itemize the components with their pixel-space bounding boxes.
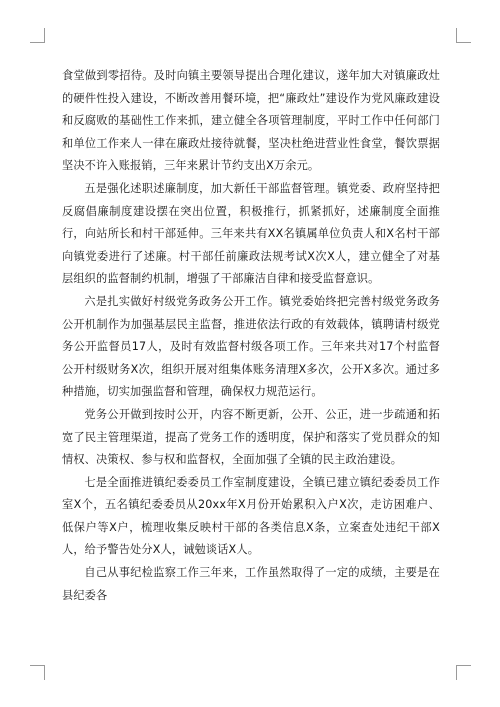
paragraph-self-summary: 自己从事纪检监察工作三年来，工作虽然取得了一定的成绩，主要是在县纪委各 [62,566,440,602]
paragraph-canteen: 食堂做到零招待。及时向镇主要领导提出合理化建议，遂年加大对镇廉政灶的硬件性投入建设，不断改善用餐环境，把“廉政灶”建设作为党风廉政建设和反腐败的基础性工作来抓，建立健全各项管理制度，平时工作中任何部门和单位工作来人一律在廉政灶接待就餐，坚决杜绝进营业性食堂，餐饮票据坚决不许入账报销，三年来累计节约支出X万余元。 [62,69,440,173]
paragraph-party-affairs-disclosure: 党务公开做到按时公开，内容不断更新，公开、公正，进一步疏通和拓宽了民主管理渠道，提高了党务工作的透明度，保护和落实了党员群众的知情权、决策权、参与权和监督权，全面加强了全镇的民主政治建设。 [62,407,440,467]
crop-mark-top-left [30,28,45,43]
paragraph-village-affairs: 六是扎实做好村级党务政务公开工作。镇党委始终把完善村级党务政务公开机制作为加强基层民主监督，推进依法行政的有效载体，镇聘请村级党务公开监督员17人，及时有效监督村级各项工作。三年来共对17个村监督公开村级财务X次，组织开展对组集体账务清理X多次，公开X多次。通过多种措施，切实加强监督和管理，确保权力规范运行。 [62,294,440,399]
paragraph-report-system: 五是强化述职述廉制度，加大新任干部监督管理。镇党委、政府坚持把反腐倡廉制度建设摆在突出位置，积极推行，抓紧抓好，述廉制度全面推行，向站所长和村干部延伸。三年来共有XX名镇属单位负责人和X名村干部向镇党委进行了述廉。村干部任前廉政法规考试X次X人，建立健全了对基层组织的监督制约机制，增强了干部廉洁自律和接受监督意识。 [62,181,440,286]
crop-mark-bottom-right [456,665,471,680]
crop-mark-top-right [456,28,471,43]
crop-mark-bottom-left [30,665,45,680]
paragraph-discipline-office: 七是全面推进镇纪委委员工作室制度建设，全镇已建立镇纪委委员工作室X个，五名镇纪委委员从20xx年X月份开始累积入户X次，走访困难户、低保户等X户，梳理收集反映村干部的各类信息X条，立案查处违纪干部X人，给予警告处分X人，诫勉谈话X人。 [62,475,440,557]
document-body [62,65,440,607]
